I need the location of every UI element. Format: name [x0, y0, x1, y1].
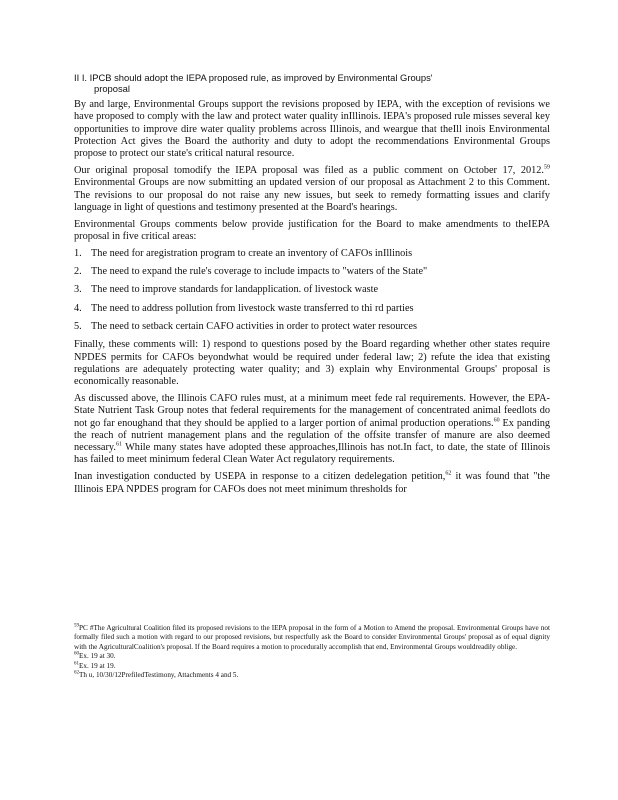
- list-number: 2.: [74, 266, 82, 278]
- footnote-text: Ex. 19 at 30.: [79, 652, 116, 661]
- footnote-number: 62: [74, 670, 79, 676]
- paragraph-original-proposal: [74, 165, 550, 214]
- list-text: The need to improve standards for landapplication. of livestock waste: [91, 284, 379, 296]
- list-number: 1.: [74, 247, 82, 259]
- footnote: [74, 662, 550, 671]
- list-number: 3.: [74, 284, 82, 296]
- list-item: [74, 303, 550, 315]
- list-text: The need to address pollution from livestock waste transferred to thi rd parties: [91, 302, 414, 314]
- footnote-number: 59: [74, 623, 79, 629]
- paragraph-text: Environmental Groups are now submitting an updated version of our proposal as Attachment 2 to this Comment. The revisions to our proposal do not raise any new issues, but seek to remedy formatting issues and clarify language in light of questions and testimony presented at the Board's hearings.: [74, 177, 550, 213]
- footnote-text: Th u, 10/30/12PrefiledTestimony, Attachments 4 and 5.: [79, 671, 239, 680]
- paragraph-justification: [74, 219, 550, 244]
- footnote-ref: 61: [115, 441, 122, 448]
- section-heading-line1: II I. IPCB should adopt the IEPA proposed rule, as improved by Environmental Groups': [74, 72, 433, 83]
- list-item: [74, 248, 550, 260]
- footnotes: [74, 624, 550, 680]
- list-text: The need for aregistration program to create an inventory of CAFOs inIllinois: [91, 247, 413, 259]
- paragraph-text: While many states have adopted these approaches,Illinois has not.In fact, to date, the state of Illinois has failed to meet minimum federal Clean Water Act regulatory requirements.: [74, 442, 550, 466]
- footnote-ref: 60: [493, 417, 500, 424]
- document-body: [74, 72, 550, 500]
- paragraph-text: Ex panding the reach of nutrient management plans and the regulation of the offsite transfer of manure are also deemed necessary.: [74, 417, 550, 454]
- footnote-text: PC #The Agricultural Coalition filed its proposed revisions to the IEPA proposal in the form of a Motion to Amend the proposal. Environmental Groups have not formally filed such a motion with regard to our proposed revisions, but respectfully ask the Board to consider Environmental Groups' proposal as of equal dignity with the AgriculturalCoalition's proposal. If the Board requires a motion to procedurally accomplish that end, Environmental Groups wouldreadily oblige.: [74, 624, 550, 651]
- footnote-number: 60: [74, 651, 79, 657]
- footnote: [74, 624, 550, 652]
- footnote-ref: 62: [445, 470, 452, 477]
- footnote-ref: 59: [544, 164, 550, 171]
- paragraph-text: Our original proposal tomodify the IEPA proposal was filed as a public comment on October 17, 2012.: [74, 164, 544, 176]
- list-text: The need to expand the rule's coverage to include impacts to "waters of the State": [91, 266, 428, 278]
- list-item: [74, 284, 550, 296]
- list-number: 5.: [74, 320, 82, 332]
- paragraph-text: By and large, Environmental Groups support the revisions proposed by IEPA, with the exception of revisions we have proposed to comply with the law and protect water quality inIllinois. IEPA's proposed rule misses several key opportunities to improve dire water quality problems across Illinois, and weargue that theIll inois Environmental Protection Act gives the Board the authority and duty to adopt the recommendations Environmental Groups propose to protect our state's critical natural resource.: [74, 99, 550, 160]
- list-item: [74, 266, 550, 278]
- paragraph-support: [74, 99, 550, 160]
- paragraph-finally: [74, 339, 550, 388]
- footnote-text: Ex. 19 at 19.: [79, 661, 116, 670]
- paragraph-text: Environmental Groups comments below provide justification for the Board to make amendments to theIEPA proposal in five critical areas:: [74, 218, 550, 242]
- section-heading: [74, 72, 550, 94]
- paragraph-federal-requirements: [74, 393, 550, 467]
- footnote-number: 61: [74, 661, 79, 667]
- footnote: [74, 671, 550, 680]
- paragraph-text: Inan investigation conducted by USEPA in response to a citizen dedelegation petition,: [74, 471, 446, 483]
- paragraph-text: Finally, these comments will: 1) respond to questions posed by the Board regarding whether other states require NPDES permits for CAFOs beyondwhat would be required under federal law; 2) refute the idea that existing regulations are adequately protecting water quality; and 3) explain why Environmental Groups' proposal is economically reasonable.: [74, 339, 550, 388]
- paragraph-text: it was found that "the Illinois EPA NPDES program for CAFOs does not meet minimum thresholds for: [74, 471, 550, 495]
- paragraph-investigation: [74, 471, 550, 496]
- list-item: [74, 321, 550, 333]
- footnote: [74, 652, 550, 661]
- list-number: 4.: [74, 302, 82, 314]
- list-text: The need to setback certain CAFO activities in order to protect water resources: [91, 320, 417, 332]
- section-heading-line2: proposal: [94, 83, 130, 94]
- critical-areas-list: [74, 248, 550, 333]
- paragraph-text: As discussed above, the Illinois CAFO rules must, at a minimum meet fede ral requirements. However, the EPA-State Nutrient Task Group notes that federal requirements for the management of concentrated animal feedlots do not go far enoughand that they should be applied to a larger portion of animal production operations.: [74, 392, 550, 429]
